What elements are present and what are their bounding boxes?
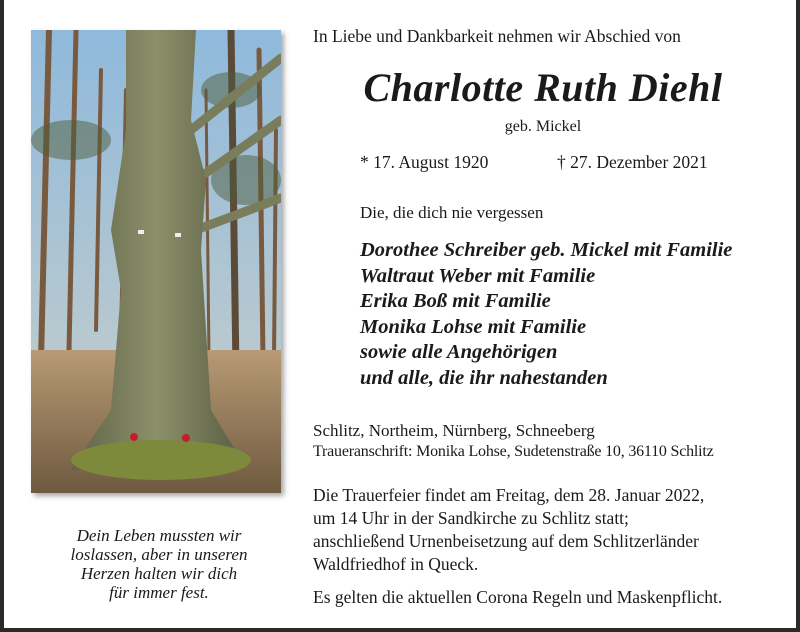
memorial-quote bbox=[24, 526, 294, 602]
mourners-intro: Die, die dich nie vergessen bbox=[360, 203, 544, 222]
quote-line: für immer fest. bbox=[109, 583, 209, 602]
service-line: anschließend Urnenbeisetzung auf dem Schlitzerländer bbox=[313, 531, 699, 551]
mourner: Monika Lohse mit Familie bbox=[360, 315, 587, 338]
mourner: sowie alle Angehörigen bbox=[360, 341, 558, 363]
mourner: Dorothee Schreiber geb. Mickel mit Familie bbox=[360, 239, 733, 261]
service-line: um 14 Uhr in der Sandkirche zu Schlitz statt; bbox=[313, 508, 629, 528]
intro-line: In Liebe und Dankbarkeit nehmen wir Abschied von bbox=[313, 26, 681, 46]
death-date: † 27. Dezember 2021 bbox=[557, 152, 708, 172]
obituary-notice bbox=[4, 0, 796, 628]
quote-line: Herzen halten wir dich bbox=[80, 564, 238, 583]
corona-notice: Es gelten die aktuellen Corona Regeln und Maskenpflicht. bbox=[313, 587, 723, 607]
mourners-list bbox=[360, 238, 732, 391]
service-line: Waldfriedhof in Queck. bbox=[313, 554, 479, 574]
tree-photo bbox=[31, 30, 281, 493]
deceased-name: Charlotte Ruth Diehl bbox=[363, 65, 723, 110]
service-line: Die Trauerfeier findet am Freitag, dem 28. Januar 2022, bbox=[313, 485, 705, 505]
mourning-address: Traueranschrift: Monika Lohse, Sudetenstraße 10, 36110 Schlitz bbox=[313, 443, 714, 460]
quote-line: loslassen, aber in unseren bbox=[70, 545, 248, 564]
mourner: und alle, die ihr nahestanden bbox=[360, 366, 608, 389]
service-info bbox=[313, 484, 704, 576]
mourner: Waltraut Weber mit Familie bbox=[360, 264, 596, 287]
birth-date: * 17. August 1920 bbox=[360, 152, 489, 172]
mourner: Erika Boß mit Familie bbox=[360, 290, 551, 312]
places: Schlitz, Northeim, Nürnberg, Schneeberg bbox=[313, 421, 595, 440]
maiden-name: geb. Mickel bbox=[504, 118, 582, 135]
quote-line: Dein Leben mussten wir bbox=[76, 526, 242, 545]
